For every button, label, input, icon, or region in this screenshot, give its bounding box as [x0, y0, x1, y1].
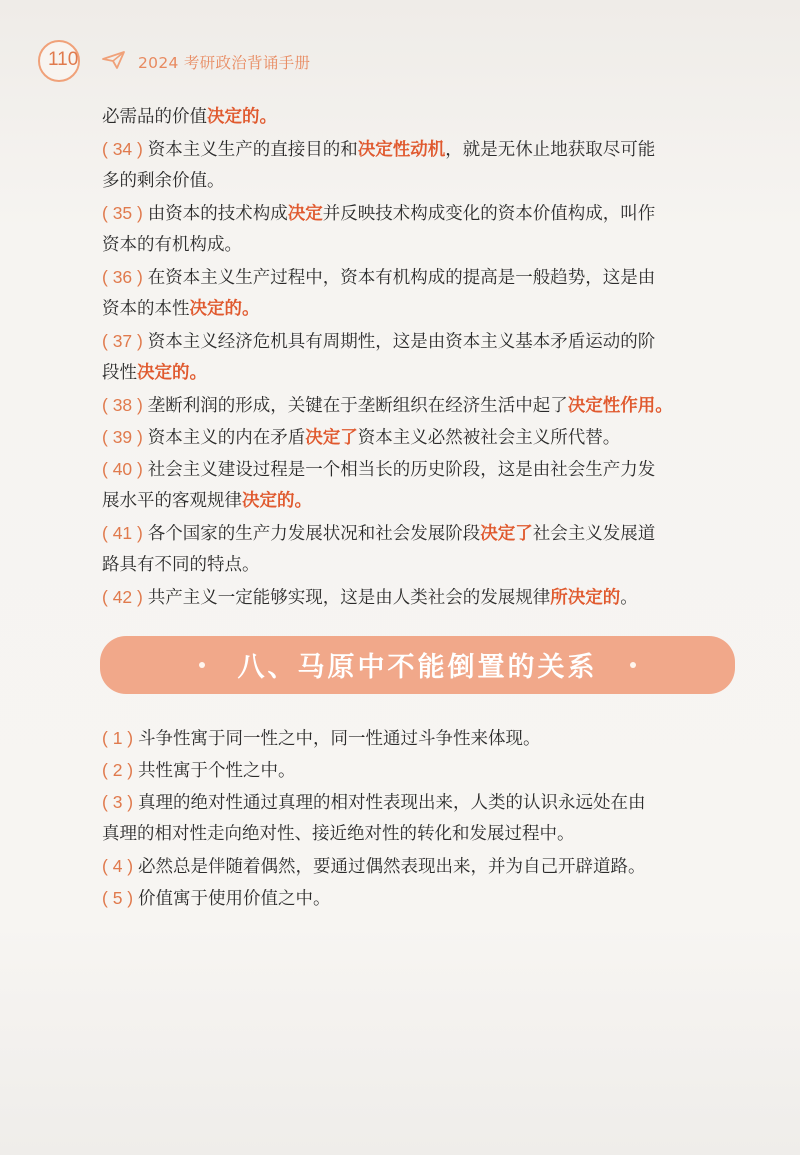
body-text: 共产主义一定能够实现，这是由人类社会的发展规律 — [147, 588, 551, 608]
relations-list — [102, 722, 742, 914]
item-number: ( 5 ) — [102, 888, 138, 908]
item-number: ( 37 ) — [102, 331, 148, 351]
body-text: 真理的绝对性通过真理的相对性表现出来，人类的认识永远处在由 — [137, 793, 646, 813]
item-number: ( 34 ) — [102, 139, 148, 159]
item-number: ( 1 ) — [102, 728, 138, 748]
item-number: ( 40 ) — [102, 459, 148, 479]
book-title: 2024 考研政治背诵手册 — [138, 54, 311, 72]
section-title: 八、马原中不能倒置的关系 — [237, 652, 598, 683]
body-text: 必然总是伴随着偶然，要通过偶然表现出来，并为自己开辟道路。 — [137, 857, 646, 877]
text-line — [102, 754, 742, 786]
highlighted-keyword: 决定了 — [480, 524, 533, 544]
text-line — [102, 485, 742, 517]
text-line — [102, 101, 742, 133]
text-line — [102, 421, 742, 453]
body-text: 多的剩余价值。 — [102, 171, 225, 191]
text-line — [102, 197, 742, 229]
text-line — [102, 293, 742, 325]
body-text: 在资本主义生产过程中，资本有机构成的提高是一般趋势，这是由 — [147, 268, 656, 288]
item-number: ( 4 ) — [102, 856, 138, 876]
highlighted-keyword: 决定的。 — [207, 107, 277, 127]
body-text: ，就是无休止地获取尽可能 — [445, 140, 656, 160]
body-text: 社会主义发展道 — [532, 524, 656, 544]
highlighted-keyword: 决定的。 — [242, 491, 312, 511]
highlighted-keyword: 决定性动机 — [357, 140, 446, 160]
section-banner — [100, 636, 735, 694]
item-number: ( 41 ) — [102, 523, 148, 543]
text-line — [102, 882, 742, 914]
text-line — [102, 261, 742, 293]
text-line — [102, 722, 742, 754]
highlighted-keyword: 决定 — [287, 204, 323, 224]
body-text: 垄断利润的形成，关键在于垄断组织在经济生活中起了 — [147, 396, 568, 416]
text-line — [102, 389, 742, 421]
text-line — [102, 229, 742, 261]
body-text: 必需品的价值 — [102, 107, 207, 127]
body-text: 由资本的技术构成 — [147, 204, 288, 224]
body-text: 。 — [620, 588, 638, 608]
highlighted-keyword: 所决定的 — [550, 588, 621, 608]
text-line — [102, 517, 742, 549]
body-text: 真理的相对性走向绝对性、接近绝对性的转化和发展过程中。 — [102, 824, 575, 844]
body-text: 路具有不同的特点。 — [102, 555, 260, 575]
body-text: 社会主义建设过程是一个相当长的历史阶段，这是由社会生产力发 — [147, 460, 656, 480]
body-text: 共性寓于个性之中。 — [137, 761, 296, 781]
highlighted-keyword: 决定了 — [305, 428, 358, 448]
highlighted-keyword: 决定性作用。 — [567, 396, 673, 416]
body-text: 展水平的客观规律 — [102, 491, 242, 511]
text-line — [102, 453, 742, 485]
text-line — [102, 549, 742, 581]
item-number: ( 38 ) — [102, 395, 148, 415]
body-text: 并反映技术构成变化的资本价值构成，叫作 — [322, 204, 656, 224]
body-text: 资本主义生产的直接目的和 — [147, 140, 358, 160]
text-line — [102, 357, 742, 389]
body-text: 价值寓于使用价值之中。 — [137, 889, 331, 909]
item-number: ( 3 ) — [102, 792, 138, 812]
body-text: 资本主义的内在矛盾 — [147, 428, 306, 448]
text-line — [102, 133, 742, 165]
text-line — [102, 786, 742, 818]
body-text: 资本的本性 — [102, 299, 190, 319]
body-text: 资本的有机构成。 — [102, 235, 242, 255]
text-line — [102, 818, 742, 850]
item-number: ( 39 ) — [102, 427, 148, 447]
body-text: 各个国家的生产力发展状况和社会发展阶段 — [147, 524, 481, 544]
page-number: 110 — [48, 49, 79, 70]
item-number: ( 42 ) — [102, 587, 148, 607]
text-line — [102, 165, 742, 197]
text-line — [102, 325, 742, 357]
item-number: ( 36 ) — [102, 267, 148, 287]
body-text: 资本主义必然被社会主义所代替。 — [357, 428, 621, 448]
highlighted-keyword: 决定的。 — [137, 363, 207, 383]
text-line — [102, 850, 742, 882]
body-text: 斗争性寓于同一性之中，同一性通过斗争性来体现。 — [137, 729, 541, 749]
highlighted-keyword: 决定的。 — [189, 299, 260, 319]
decisive-statements-list — [102, 101, 742, 613]
body-text: 资本主义经济危机具有周期性，这是由资本主义基本矛盾运动的阶 — [147, 332, 656, 352]
item-number: ( 2 ) — [102, 760, 138, 780]
body-text: 段性 — [102, 363, 137, 383]
paper-plane-icon — [102, 50, 126, 70]
text-line — [102, 581, 742, 613]
item-number: ( 35 ) — [102, 203, 148, 223]
